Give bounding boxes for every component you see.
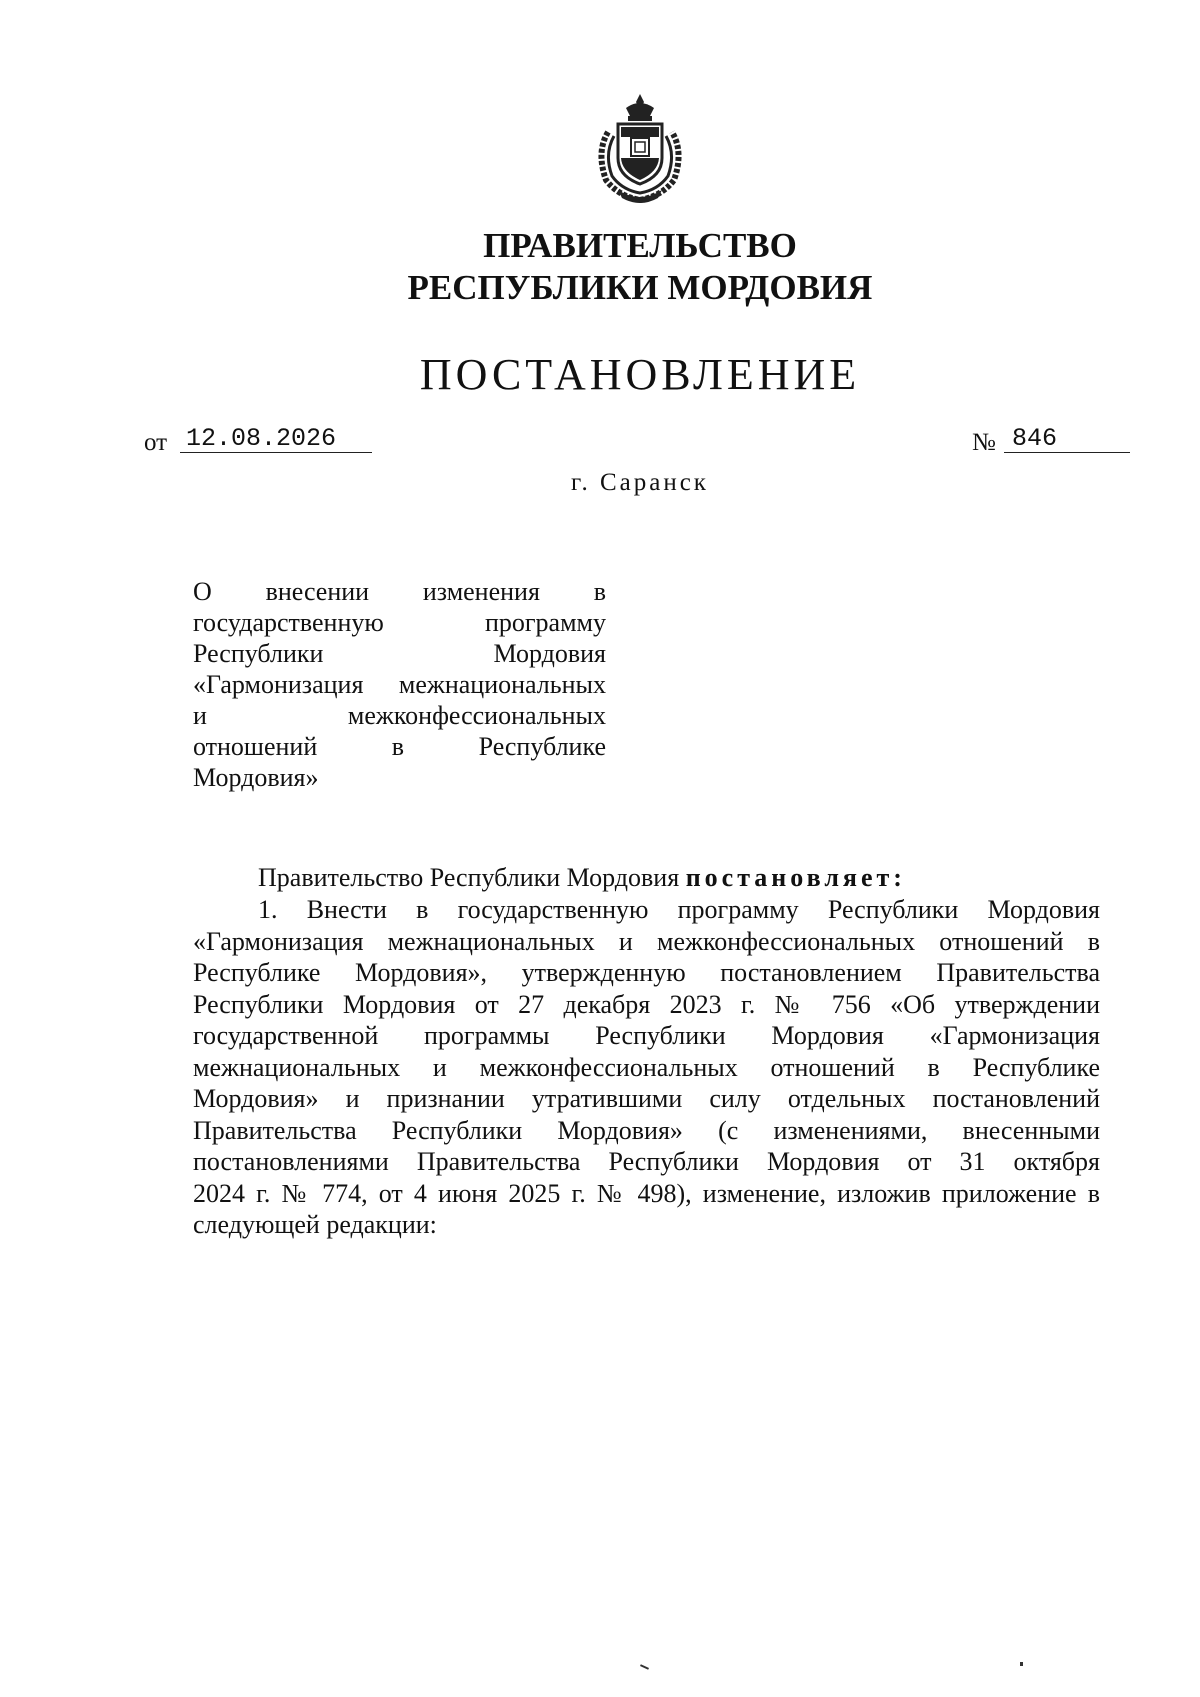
government-name-line2: РЕСПУБЛИКИ МОРДОВИЯ	[407, 268, 873, 307]
subject-line: государственную программу	[193, 608, 606, 637]
paragraph-line: следующей редакции:	[193, 1210, 437, 1239]
document-type-title: ПОСТАНОВЛЕНИЕ	[419, 350, 861, 399]
paragraph-line: Республики Мордовия от 27 декабря 2023 г. № 756 «Об утверждении	[193, 989, 1100, 1019]
subject-line: и межконфессиональных	[193, 701, 606, 730]
city-name: г. Саранск	[571, 469, 709, 496]
document-subject	[193, 576, 606, 793]
subject-line: отношений в Республике	[193, 732, 606, 761]
mordovia-coat-of-arms-icon	[588, 92, 692, 208]
preamble-keyword: постановляет:	[685, 863, 906, 892]
date-underline	[180, 452, 372, 453]
subject-line: О внесении изменения в	[193, 577, 606, 606]
paragraph-line: Мордовия» и признании утратившими силу отдельных постановлений	[193, 1084, 1100, 1113]
subject-line: «Гармонизация межнациональных	[193, 670, 606, 699]
paragraph-line: Правительства Республики Мордовия» (с изменениями, внесенными	[193, 1115, 1100, 1145]
scan-speck	[1020, 1662, 1023, 1666]
paragraph-line: государственной программы Республики Мордовия «Гармонизация	[193, 1021, 1100, 1050]
document-number: 846	[1012, 424, 1058, 453]
paragraph-line: Республике Мордовия», утвержденную постановлением Правительства	[193, 958, 1100, 987]
paragraph-1	[193, 894, 1100, 1241]
document-date: 12.08.2026	[186, 424, 337, 453]
preamble-text: Правительство Республики Мордовия	[258, 863, 680, 892]
number-prefix: №	[972, 429, 996, 456]
number-underline	[1004, 452, 1130, 453]
subject-line: Мордовия»	[193, 763, 319, 792]
paragraph-line: 2024 г. № 774, от 4 июня 2025 г. № 498), изменение, изложив приложение в	[193, 1178, 1100, 1208]
scan-speck	[640, 1664, 649, 1670]
paragraph-line: 1. Внести в государственную программу Республики Мордовия	[258, 895, 1100, 924]
preamble	[193, 862, 1100, 894]
government-name-line1: ПРАВИТЕЛЬСТВО	[483, 226, 797, 265]
date-prefix: от	[144, 429, 168, 456]
paragraph-line: межнациональных и межконфессиональных отношений в Республике	[193, 1052, 1100, 1082]
paragraph-line: постановлениями Правительства Республики Мордовия от 31 октября	[193, 1147, 1100, 1176]
subject-line: Республики Мордовия	[193, 639, 606, 668]
coat-of-arms-emblem	[588, 92, 692, 208]
paragraph-line: «Гармонизация межнациональных и межконфессиональных отношений в	[193, 926, 1100, 956]
